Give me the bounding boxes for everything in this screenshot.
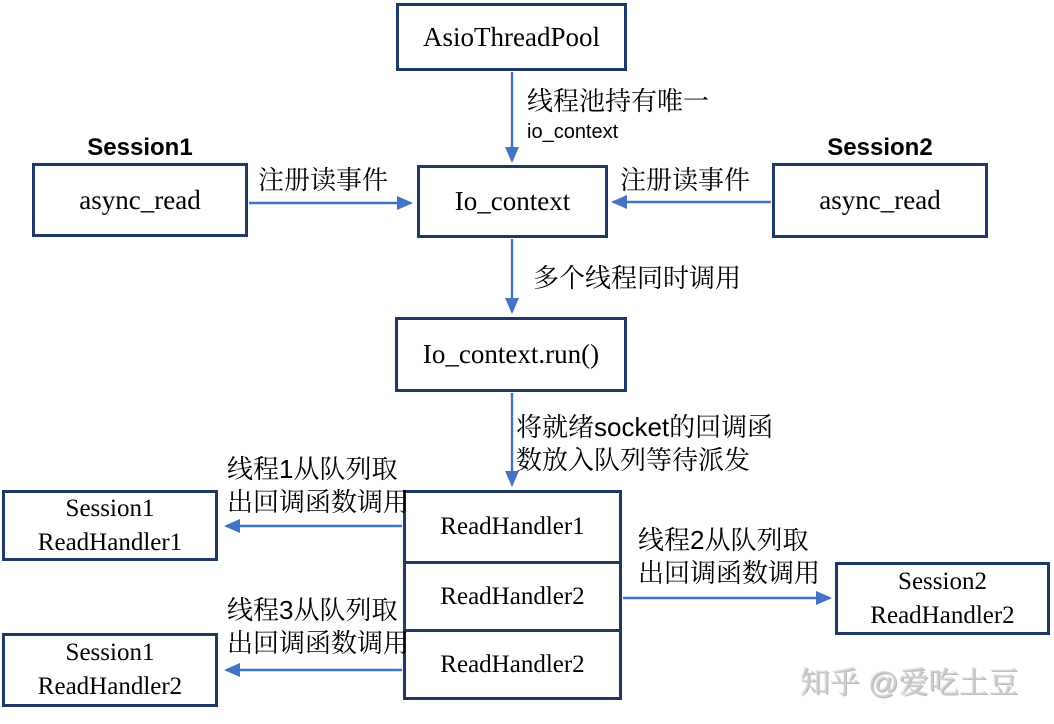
node-io-context-run-label: Io_context.run() xyxy=(422,339,600,369)
label-session1-group-text: Session1 xyxy=(87,134,193,161)
edge-label-thread1-dequeue xyxy=(227,453,409,519)
edge-label-thread3-line1: 线程3从队列取 xyxy=(227,595,398,625)
edge-label-enqueue-callbacks-line2: 数放入队列等待派发 xyxy=(516,445,751,475)
edge-label-enqueue-callbacks xyxy=(516,411,773,477)
edge-label-multi-thread-call xyxy=(533,262,741,295)
label-session2-group xyxy=(772,134,988,162)
edge-label-thread3-dequeue xyxy=(227,594,409,660)
zhihu-watermark xyxy=(800,658,1019,702)
node-asio-thread-pool xyxy=(396,3,627,71)
node-session1-readhandler2 xyxy=(2,633,218,707)
label-session1-group xyxy=(32,134,248,162)
edge-label-thread1-line2: 出回调函数调用 xyxy=(227,487,410,517)
label-session2-group-text: Session2 xyxy=(827,134,933,161)
edge-label-thread2-line1: 线程2从队列取 xyxy=(638,525,809,555)
node-async-read-right-label: async_read xyxy=(819,185,941,215)
edge-label-thread2-dequeue xyxy=(638,524,820,590)
node-async-read-left-label: async_read xyxy=(79,184,201,215)
node-session1-readhandler2-line1: Session1 xyxy=(65,639,155,666)
zhihu-watermark-text: 知乎 @爱吃土豆 xyxy=(800,667,1019,700)
edge-label-register-right xyxy=(620,164,750,197)
node-handler-queue xyxy=(403,490,622,700)
node-io-context-run xyxy=(395,317,627,392)
node-io-context xyxy=(417,165,608,238)
node-asio-thread-pool-label: AsioThreadPool xyxy=(423,21,600,52)
node-async-read-right xyxy=(772,163,988,238)
edge-label-thread2-line2: 出回调函数调用 xyxy=(638,558,821,588)
queue-row-readhandler1: ReadHandler1 xyxy=(440,513,585,540)
node-session2-readhandler2 xyxy=(835,562,1050,635)
edge-label-pool-owns-context-line1: 线程池持有唯一 xyxy=(527,86,710,116)
edge-label-thread1-line1: 线程1从队列取 xyxy=(227,454,398,484)
edge-label-enqueue-callbacks-line1: 将就绪socket的回调函 xyxy=(516,412,774,442)
queue-row-readhandler2: ReadHandler2 xyxy=(406,561,619,629)
edge-label-register-left xyxy=(258,164,388,197)
node-io-context-label: Io_context xyxy=(454,186,571,216)
edge-label-thread3-line2: 出回调函数调用 xyxy=(227,628,410,658)
node-session1-readhandler1-line1: Session1 xyxy=(65,494,155,522)
queue-row-readhandler2b: ReadHandler2 xyxy=(406,629,619,697)
edge-label-pool-owns-context xyxy=(527,85,709,146)
node-session1-readhandler2-line2: ReadHandler2 xyxy=(37,673,183,700)
edge-label-register-left-text: 注册读事件 xyxy=(258,165,389,195)
edge-label-register-right-text: 注册读事件 xyxy=(620,165,751,195)
edge-label-multi-thread-call-text: 多个线程同时调用 xyxy=(533,263,742,293)
node-session1-readhandler1 xyxy=(2,490,218,561)
node-session1-readhandler1-line2: ReadHandler1 xyxy=(37,528,183,556)
node-session2-readhandler2-line1: Session2 xyxy=(898,567,987,595)
node-async-read-left xyxy=(32,163,248,237)
edge-label-pool-owns-context-line2: io_context xyxy=(527,121,619,143)
node-session2-readhandler2-line2: ReadHandler2 xyxy=(870,601,1015,629)
